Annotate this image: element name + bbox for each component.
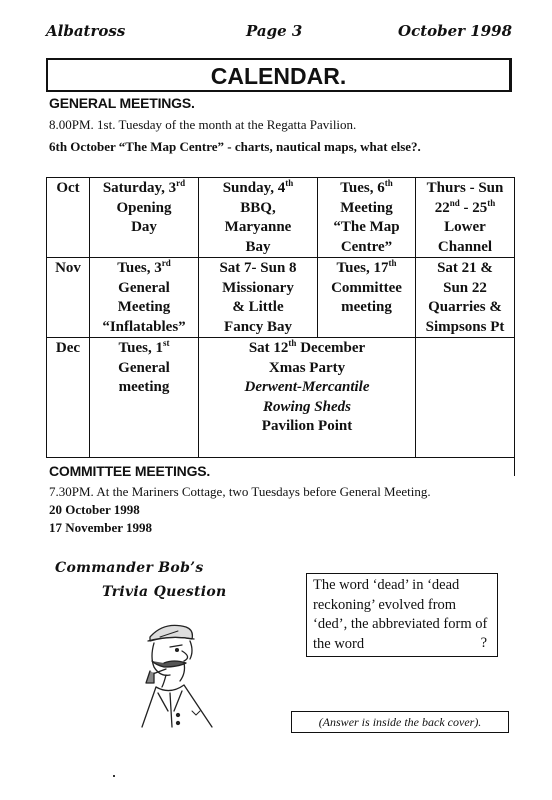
table-row-oct	[47, 178, 515, 258]
general-meetings-next: 6th October “The Map Centre” - charts, nautical maps, what else?.	[49, 139, 421, 154]
event-date: Tues, 3	[117, 260, 162, 276]
event-date: Sat 12	[248, 340, 289, 356]
calendar-title-box	[46, 58, 512, 92]
event-line: meeting	[341, 299, 392, 315]
trivia-question: The word ‘dead’ in ‘dead reckoning’ evolved from ‘ded’, the abbreviated form of the word	[313, 577, 488, 652]
event-line: Opening	[116, 199, 172, 216]
ordinal-suffix: nd	[449, 197, 460, 208]
event-cell	[199, 178, 318, 258]
event-line: Derwent-Mercantile	[244, 379, 370, 395]
month-cell	[47, 178, 90, 258]
ordinal-suffix: rd	[176, 178, 186, 188]
event-cell-empty	[416, 338, 515, 458]
ordinal-suffix: th	[288, 338, 297, 348]
answer-note: (Answer is inside the back cover).	[318, 715, 482, 729]
event-cell	[90, 178, 199, 258]
event-cell	[318, 178, 416, 258]
event-line: Centre”	[340, 238, 393, 255]
event-line: & Little	[232, 299, 284, 315]
event-line: Pavilion Point	[261, 418, 353, 434]
event-date: December	[296, 340, 366, 356]
ordinal-suffix: st	[162, 338, 170, 348]
month-label: Oct	[56, 180, 80, 196]
answer-note-box	[291, 711, 509, 733]
event-cell	[318, 258, 416, 338]
event-date: - 25	[459, 199, 488, 216]
month-cell	[47, 338, 90, 458]
table-row-nov	[47, 258, 515, 338]
event-line: Rowing Sheds	[263, 398, 351, 415]
event-date: Tues, 6	[340, 180, 385, 196]
event-line: BBQ,	[240, 199, 276, 216]
general-meetings-time: 8.00PM. 1st. Tuesday of the month at the Regatta Pavilion.	[49, 117, 357, 132]
event-line: Day	[131, 219, 157, 235]
speck-mark	[113, 775, 115, 777]
event-line: meeting	[118, 379, 170, 395]
event-date: Sunday, 4	[222, 180, 286, 196]
event-cell	[90, 258, 199, 338]
newsletter-name: Albatross	[46, 22, 126, 40]
event-line: “Inflatables”	[102, 318, 186, 335]
event-date: Tues, 1	[118, 340, 163, 356]
event-line: Meeting	[117, 299, 171, 315]
event-line: Committee	[331, 279, 402, 296]
event-line: Quarries &	[428, 299, 502, 315]
event-line: Simpsons Pt	[425, 318, 505, 335]
event-line: Sun 22	[443, 279, 487, 296]
committee-date: 17 November 1998	[49, 520, 153, 535]
event-line: General	[118, 359, 170, 376]
ordinal-suffix: th	[487, 197, 496, 208]
sailor-caricature-illustration	[120, 615, 230, 730]
event-line: Xmas Party	[268, 359, 346, 376]
event-line: Lower	[444, 219, 486, 235]
ordinal-suffix: th	[384, 178, 393, 188]
event-cell-xmas	[199, 338, 416, 458]
general-meetings-heading: GENERAL MEETINGS.	[49, 95, 195, 111]
committee-meetings-heading: COMMITTEE MEETINGS.	[49, 463, 211, 479]
trivia-title-line2: Trivia Question	[102, 584, 227, 600]
issue-date: October 1998	[398, 22, 513, 40]
event-line: Fancy Bay	[224, 318, 292, 335]
ordinal-suffix: th	[388, 258, 397, 268]
event-date: Sat 21 &	[437, 260, 493, 276]
event-line: General	[118, 279, 170, 296]
event-line: Channel	[437, 238, 493, 255]
event-line: “The Map	[333, 219, 400, 235]
event-date: 22	[434, 199, 450, 216]
ordinal-suffix: th	[285, 178, 294, 188]
event-date: Sat 7- Sun 8	[219, 260, 297, 276]
event-line: Meeting	[340, 199, 393, 216]
page-number: Page 3	[246, 22, 303, 40]
events-calendar-table	[46, 177, 515, 458]
month-label: Dec	[55, 340, 81, 356]
event-line: Bay	[245, 238, 271, 255]
committee-date: 20 October 1998	[49, 502, 140, 517]
event-cell	[199, 258, 318, 338]
month-cell	[47, 258, 90, 338]
ordinal-suffix: rd	[161, 258, 171, 268]
event-date: Saturday, 3	[102, 180, 177, 196]
trivia-title-line1: Commander Bob’s	[55, 560, 204, 576]
margin-mark	[514, 456, 515, 476]
event-cell	[416, 258, 515, 338]
event-line: Thurs - Sun	[426, 180, 504, 196]
table-row-dec	[47, 338, 515, 458]
trivia-question-mark: ?	[480, 634, 487, 651]
event-cell	[90, 338, 199, 458]
trivia-question-box	[306, 573, 498, 657]
event-line: Maryanne	[224, 219, 292, 235]
month-label: Nov	[55, 260, 81, 276]
committee-meetings-time: 7.30PM. At the Mariners Cottage, two Tuesdays before General Meeting.	[49, 484, 431, 499]
event-date: Tues, 17	[336, 260, 389, 276]
event-line: Missionary	[222, 279, 294, 296]
event-cell	[416, 178, 515, 258]
page-title: CALENDAR.	[210, 63, 347, 89]
